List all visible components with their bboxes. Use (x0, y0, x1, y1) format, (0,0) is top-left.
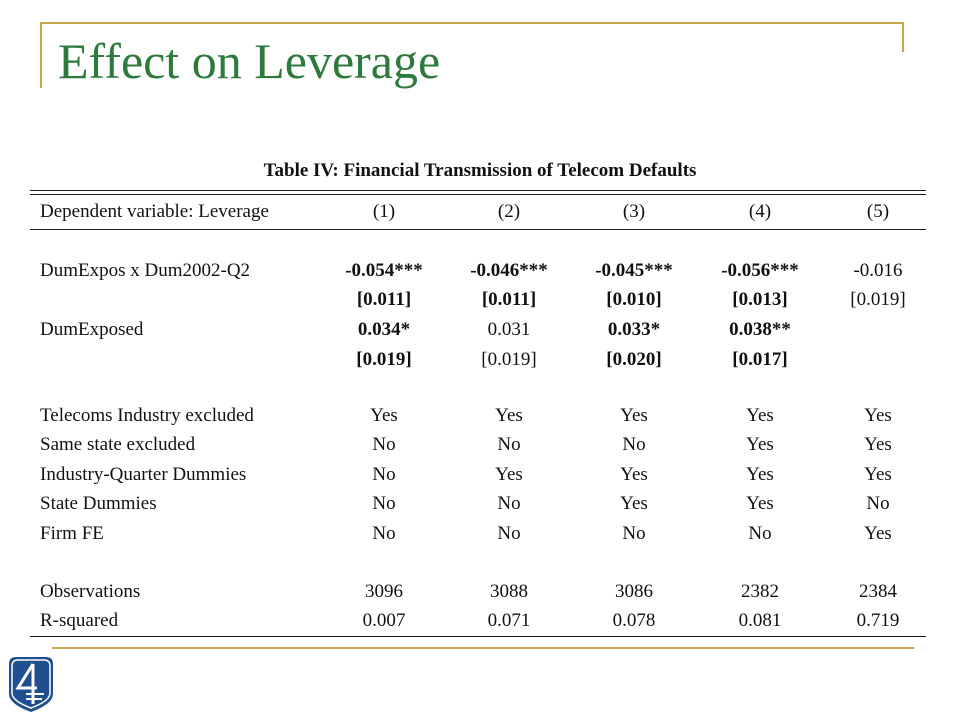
standard-error: [0.019] (481, 349, 537, 370)
control-value: Yes (864, 405, 892, 426)
control-value: No (748, 523, 772, 544)
frame-line-left (40, 22, 42, 88)
control-row (0, 519, 960, 549)
coefficient-estimate: 0.033* (607, 319, 661, 340)
stats-value: 2382 (741, 581, 779, 602)
stats-value: 3088 (490, 581, 528, 602)
control-value: Yes (620, 405, 648, 426)
column-header: (3) (622, 201, 646, 222)
standard-error: [0.011] (481, 289, 537, 310)
coefficient-estimate: -0.056*** (721, 260, 799, 281)
control-label: Firm FE (40, 523, 104, 544)
coefficient-row (0, 256, 960, 286)
control-value: Yes (495, 405, 523, 426)
stats-value: 3086 (615, 581, 653, 602)
control-label: Industry-Quarter Dummies (40, 464, 247, 485)
four-line-logo-icon (6, 654, 56, 714)
column-header: (1) (372, 201, 396, 222)
footer-accent-line (52, 647, 914, 649)
standard-error: [0.020] (606, 349, 662, 370)
standard-error: [0.019] (356, 349, 412, 370)
control-value: Yes (746, 434, 774, 455)
standard-error: [0.010] (606, 289, 662, 310)
control-value: No (497, 493, 521, 514)
control-row (0, 401, 960, 431)
control-row (0, 489, 960, 519)
control-label: State Dummies (40, 493, 157, 514)
control-value: No (497, 523, 521, 544)
control-value: Yes (746, 464, 774, 485)
stats-row (0, 577, 960, 607)
control-value: No (372, 464, 396, 485)
control-value: Yes (746, 405, 774, 426)
table-caption: Table IV: Financial Transmission of Telecom Defaults (263, 160, 697, 181)
stats-label: Observations (40, 581, 141, 602)
table-bottom-rule (30, 636, 926, 637)
stats-row (0, 606, 960, 636)
stats-value: 0.719 (856, 610, 900, 631)
coefficient-estimate: 0.038** (729, 319, 791, 340)
control-value: No (372, 493, 396, 514)
slide-title: Effect on Leverage (58, 33, 441, 89)
control-value: No (372, 434, 396, 455)
coefficient-estimate: 0.031 (487, 319, 531, 340)
control-value: Yes (864, 523, 892, 544)
stats-value: 0.071 (487, 610, 531, 631)
coefficient-row (0, 315, 960, 345)
control-value: Yes (864, 464, 892, 485)
control-value: No (497, 434, 521, 455)
stats-value: 0.081 (738, 610, 782, 631)
standard-error: [0.019] (850, 289, 906, 310)
coefficient-estimate: -0.016 (853, 260, 903, 281)
frame-line-top (40, 22, 904, 24)
column-header: (5) (866, 201, 890, 222)
variable-label: DumExposed (40, 319, 144, 340)
stats-value: 2384 (859, 581, 897, 602)
dependent-variable-label: Dependent variable: Leverage (40, 201, 269, 222)
standard-error: [0.011] (356, 289, 412, 310)
coefficient-estimate: -0.045*** (595, 260, 673, 281)
column-header: (4) (748, 201, 772, 222)
control-value: Yes (620, 493, 648, 514)
control-value: No (622, 434, 646, 455)
stats-label: R-squared (40, 610, 119, 631)
control-row (0, 460, 960, 490)
control-value: No (622, 523, 646, 544)
stats-value: 0.078 (612, 610, 656, 631)
frame-line-right (902, 22, 904, 52)
standard-error-row (0, 285, 960, 315)
control-value: Yes (864, 434, 892, 455)
standard-error: [0.013] (732, 289, 788, 310)
coefficient-estimate: -0.046*** (470, 260, 548, 281)
control-value: Yes (620, 464, 648, 485)
stats-value: 0.007 (362, 610, 406, 631)
control-label: Same state excluded (40, 434, 196, 455)
variable-label: DumExpos x Dum2002-Q2 (40, 260, 251, 281)
control-value: Yes (370, 405, 398, 426)
coefficient-estimate: -0.054*** (345, 260, 423, 281)
table-header-row (0, 197, 960, 227)
control-label: Telecoms Industry excluded (40, 405, 254, 426)
control-row (0, 430, 960, 460)
control-value: Yes (746, 493, 774, 514)
header-bottom-rule (30, 229, 926, 230)
table-top-rule-inner (30, 194, 926, 195)
column-header: (2) (497, 201, 521, 222)
control-value: Yes (495, 464, 523, 485)
standard-error: [0.017] (732, 349, 788, 370)
stats-value: 3096 (365, 581, 403, 602)
control-value: No (372, 523, 396, 544)
standard-error-row (0, 345, 960, 375)
table-top-rule (30, 190, 926, 191)
control-value: No (866, 493, 890, 514)
coefficient-estimate: 0.034* (357, 319, 411, 340)
